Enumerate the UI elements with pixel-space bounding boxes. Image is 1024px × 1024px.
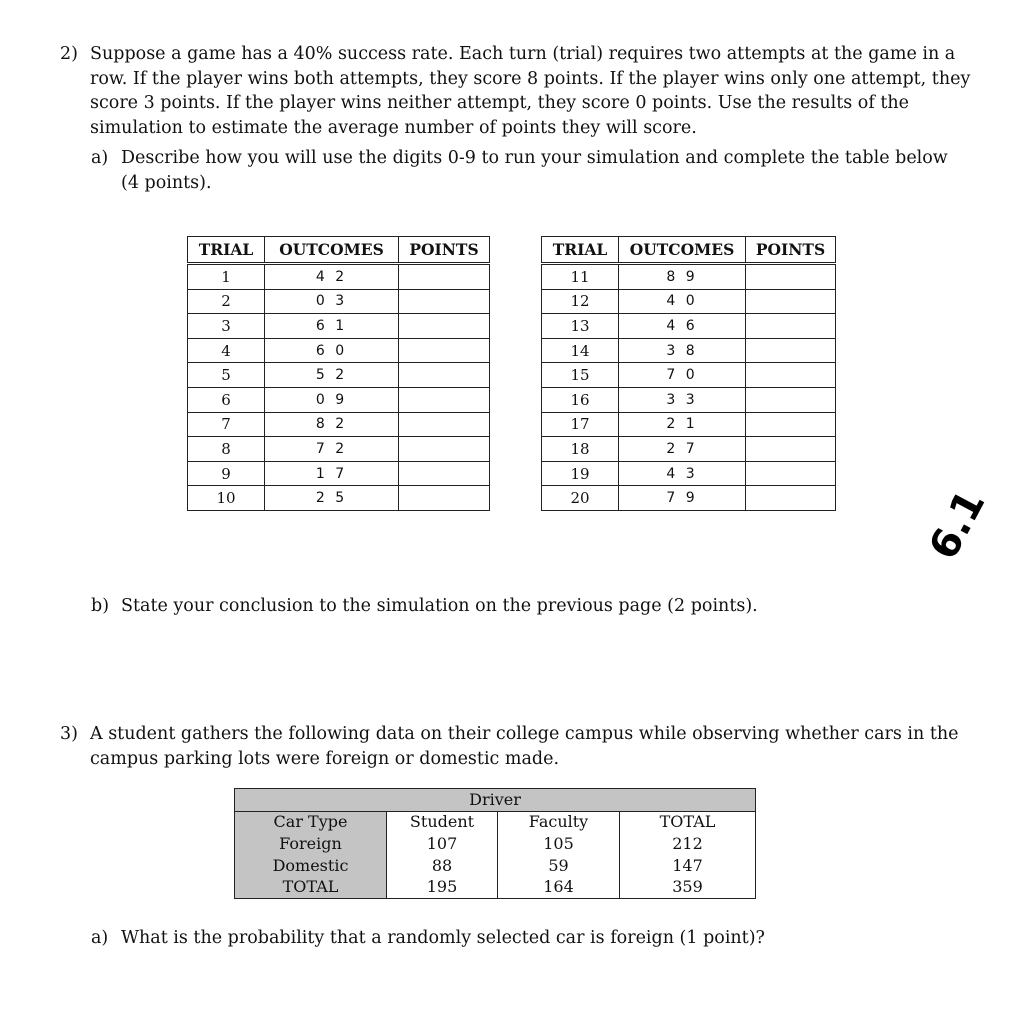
outcome-cell: 2 5 xyxy=(265,486,399,511)
foreign-total: 212 xyxy=(620,833,756,855)
trial-cell: 3 xyxy=(188,314,265,339)
outcome-cell: 4 3 xyxy=(619,461,746,486)
table-row xyxy=(188,486,490,511)
table-row xyxy=(188,412,490,437)
table-row xyxy=(542,412,836,437)
points-cell[interactable] xyxy=(746,437,836,462)
car-type-header: Car Type xyxy=(235,811,387,833)
trial-cell: 9 xyxy=(188,461,265,486)
trial-cell: 6 xyxy=(188,387,265,412)
outcome-cell: 4 2 xyxy=(265,264,399,290)
simulation-table-right xyxy=(541,236,836,511)
driver-group-header: Driver xyxy=(235,789,756,812)
outcome-cell: 5 2 xyxy=(265,363,399,388)
points-cell[interactable] xyxy=(399,412,490,437)
table-row xyxy=(188,461,490,486)
outcome-cell: 7 0 xyxy=(619,363,746,388)
domestic-total: 147 xyxy=(620,855,756,877)
header-trial: TRIAL xyxy=(188,237,265,264)
header-points: POINTS xyxy=(399,237,490,264)
table-row xyxy=(542,461,836,486)
total-faculty: 164 xyxy=(498,876,620,898)
points-cell[interactable] xyxy=(746,289,836,314)
question-3a-text: What is the probability that a randomly selected car is foreign (1 point)? xyxy=(121,928,765,948)
table-row xyxy=(188,289,490,314)
outcome-cell: 7 9 xyxy=(619,486,746,511)
student-header: Student xyxy=(387,811,498,833)
question-3-text: A student gathers the following data on their college campus while observing whether cars in the campus parking lots were foreign or domestic made. xyxy=(90,724,959,769)
outcome-cell: 7 2 xyxy=(265,437,399,462)
question-2-text: Suppose a game has a 40% success rate. Each turn (trial) requires two attempts at the game in a row. If the player wins both attempts, they score 8 points. If the player wins only one attempt, they score 3 points. If the player wins neither attempt, they score 0 points. Use the results of the simulation to estimate the average number of points they will score. xyxy=(90,44,971,138)
faculty-header: Faculty xyxy=(498,811,620,833)
table-row xyxy=(542,437,836,462)
grand-total: 359 xyxy=(620,876,756,898)
table-row xyxy=(542,289,836,314)
outcome-cell: 4 0 xyxy=(619,289,746,314)
simulation-table-left xyxy=(187,236,490,511)
points-cell[interactable] xyxy=(399,486,490,511)
points-cell[interactable] xyxy=(746,264,836,290)
trial-cell: 16 xyxy=(542,387,619,412)
outcome-cell: 0 3 xyxy=(265,289,399,314)
trial-cell: 8 xyxy=(188,437,265,462)
foreign-faculty: 105 xyxy=(498,833,620,855)
table-row xyxy=(542,387,836,412)
question-3-number: 3) xyxy=(60,724,78,744)
table-row xyxy=(542,314,836,339)
table-row xyxy=(188,338,490,363)
car-type-table xyxy=(234,788,756,899)
domestic-student: 88 xyxy=(387,855,498,877)
points-cell[interactable] xyxy=(746,338,836,363)
outcome-cell: 4 6 xyxy=(619,314,746,339)
table-row xyxy=(188,437,490,462)
question-2b-label: b) xyxy=(91,596,110,616)
domestic-faculty: 59 xyxy=(498,855,620,877)
header-outcomes: OUTCOMES xyxy=(619,237,746,264)
table-row xyxy=(542,363,836,388)
points-cell[interactable] xyxy=(399,461,490,486)
points-cell[interactable] xyxy=(399,264,490,290)
handwritten-note: 6.1 xyxy=(920,482,995,568)
row-label-foreign: Foreign xyxy=(235,833,387,855)
table-row xyxy=(542,264,836,290)
total-header: TOTAL xyxy=(620,811,756,833)
trial-cell: 15 xyxy=(542,363,619,388)
outcome-cell: 6 0 xyxy=(265,338,399,363)
table-row xyxy=(188,314,490,339)
trial-cell: 1 xyxy=(188,264,265,290)
question-2b-text: State your conclusion to the simulation on the previous page (2 points). xyxy=(121,596,758,616)
points-cell[interactable] xyxy=(746,363,836,388)
trial-cell: 11 xyxy=(542,264,619,290)
trial-cell: 7 xyxy=(188,412,265,437)
points-cell[interactable] xyxy=(399,363,490,388)
trial-cell: 4 xyxy=(188,338,265,363)
trial-cell: 5 xyxy=(188,363,265,388)
outcome-cell: 8 2 xyxy=(265,412,399,437)
points-cell[interactable] xyxy=(746,314,836,339)
outcome-cell: 8 9 xyxy=(619,264,746,290)
question-2a-text: Describe how you will use the digits 0-9 to run your simulation and complete the table below (4 points). xyxy=(121,148,948,193)
points-cell[interactable] xyxy=(399,289,490,314)
trial-cell: 13 xyxy=(542,314,619,339)
question-2b xyxy=(91,594,971,620)
trial-cell: 17 xyxy=(542,412,619,437)
table-row xyxy=(188,264,490,290)
table-row xyxy=(188,363,490,388)
question-3a xyxy=(91,926,971,952)
points-cell[interactable] xyxy=(399,387,490,412)
header-outcomes: OUTCOMES xyxy=(265,237,399,264)
outcome-cell: 3 3 xyxy=(619,387,746,412)
trial-cell: 12 xyxy=(542,289,619,314)
points-cell[interactable] xyxy=(746,387,836,412)
points-cell[interactable] xyxy=(746,461,836,486)
points-cell[interactable] xyxy=(399,437,490,462)
question-2-number: 2) xyxy=(60,44,78,64)
question-2a xyxy=(91,146,971,198)
outcome-cell: 2 7 xyxy=(619,437,746,462)
trial-cell: 20 xyxy=(542,486,619,511)
points-cell[interactable] xyxy=(746,412,836,437)
trial-cell: 19 xyxy=(542,461,619,486)
outcome-cell: 6 1 xyxy=(265,314,399,339)
foreign-student: 107 xyxy=(387,833,498,855)
outcome-cell: 3 8 xyxy=(619,338,746,363)
table-row xyxy=(542,486,836,511)
row-label-domestic: Domestic xyxy=(235,855,387,877)
outcome-cell: 0 9 xyxy=(265,387,399,412)
header-points: POINTS xyxy=(746,237,836,264)
trial-cell: 18 xyxy=(542,437,619,462)
trial-cell: 14 xyxy=(542,338,619,363)
header-trial: TRIAL xyxy=(542,237,619,264)
points-cell[interactable] xyxy=(399,314,490,339)
question-3a-label: a) xyxy=(91,928,109,948)
points-cell[interactable] xyxy=(399,338,490,363)
points-cell[interactable] xyxy=(746,486,836,511)
outcome-cell: 1 7 xyxy=(265,461,399,486)
total-student: 195 xyxy=(387,876,498,898)
trial-cell: 10 xyxy=(188,486,265,511)
outcome-cell: 2 1 xyxy=(619,412,746,437)
table-row xyxy=(188,387,490,412)
row-label-total: TOTAL xyxy=(235,876,387,898)
question-3 xyxy=(60,722,990,774)
trial-cell: 2 xyxy=(188,289,265,314)
question-2 xyxy=(60,42,990,142)
table-row xyxy=(542,338,836,363)
question-2a-label: a) xyxy=(91,148,109,168)
